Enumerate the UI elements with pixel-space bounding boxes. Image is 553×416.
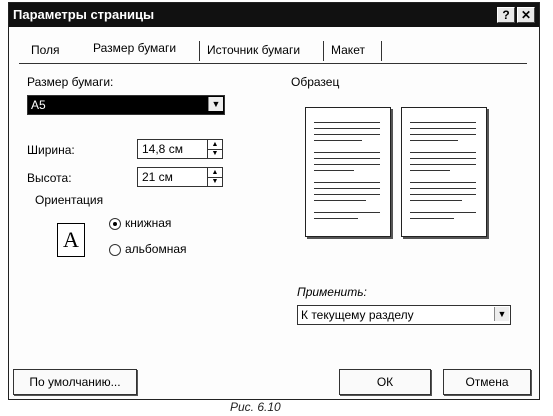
tab-separator — [323, 41, 324, 61]
landscape-label[interactable]: альбомная — [125, 242, 187, 256]
apply-to-value: К текущему разделу — [301, 308, 414, 322]
help-icon[interactable]: ? — [497, 7, 515, 23]
close-icon[interactable]: ✕ — [517, 7, 535, 23]
spin-up-icon[interactable]: ▲ — [208, 168, 222, 178]
default-button[interactable]: По умолчанию... — [13, 369, 137, 395]
apply-to-select[interactable] — [297, 305, 511, 325]
cancel-button[interactable]: Отмена — [443, 369, 531, 395]
ok-button[interactable]: ОК — [339, 369, 431, 395]
window-title: Параметры страницы — [13, 7, 155, 22]
title-bar — [9, 3, 539, 27]
tab-paper-source[interactable]: Источник бумаги — [207, 43, 301, 57]
landscape-radio[interactable] — [109, 244, 121, 256]
chevron-down-icon[interactable]: ▼ — [494, 307, 509, 321]
figure-caption: Рис. 6.10 — [230, 400, 281, 414]
tab-separator — [381, 41, 382, 61]
height-label: Высота: — [27, 171, 72, 185]
portrait-label[interactable]: книжная — [125, 216, 172, 230]
height-spinner[interactable] — [137, 167, 223, 187]
tab-margins[interactable]: Поля — [31, 43, 60, 57]
portrait-radio[interactable] — [109, 218, 121, 230]
tab-layout[interactable]: Макет — [331, 43, 365, 57]
preview-page-right — [401, 107, 487, 237]
orientation-label: Ориентация — [35, 193, 104, 207]
spin-down-icon[interactable]: ▼ — [211, 178, 219, 185]
tab-divider — [19, 63, 527, 64]
paper-size-value: A5 — [31, 98, 46, 112]
tab-paper-size[interactable]: Размер бумаги — [93, 41, 177, 55]
width-value: 14,8 см — [142, 142, 183, 156]
tab-separator — [199, 41, 200, 61]
width-label: Ширина: — [27, 143, 75, 157]
apply-to-label: Применить: — [297, 285, 367, 299]
paper-size-label: Размер бумаги: — [27, 75, 114, 89]
height-value: 21 см — [142, 170, 173, 184]
chevron-down-icon[interactable]: ▼ — [208, 97, 223, 111]
spin-up-icon[interactable]: ▲ — [208, 140, 222, 150]
preview-label: Образец — [291, 75, 340, 89]
preview-page-left — [305, 107, 391, 237]
width-spinner[interactable] — [137, 139, 223, 159]
page-setup-dialog — [8, 2, 540, 400]
spin-down-icon[interactable]: ▼ — [211, 150, 219, 157]
paper-size-select[interactable] — [27, 95, 225, 115]
portrait-page-icon: A — [57, 223, 85, 257]
